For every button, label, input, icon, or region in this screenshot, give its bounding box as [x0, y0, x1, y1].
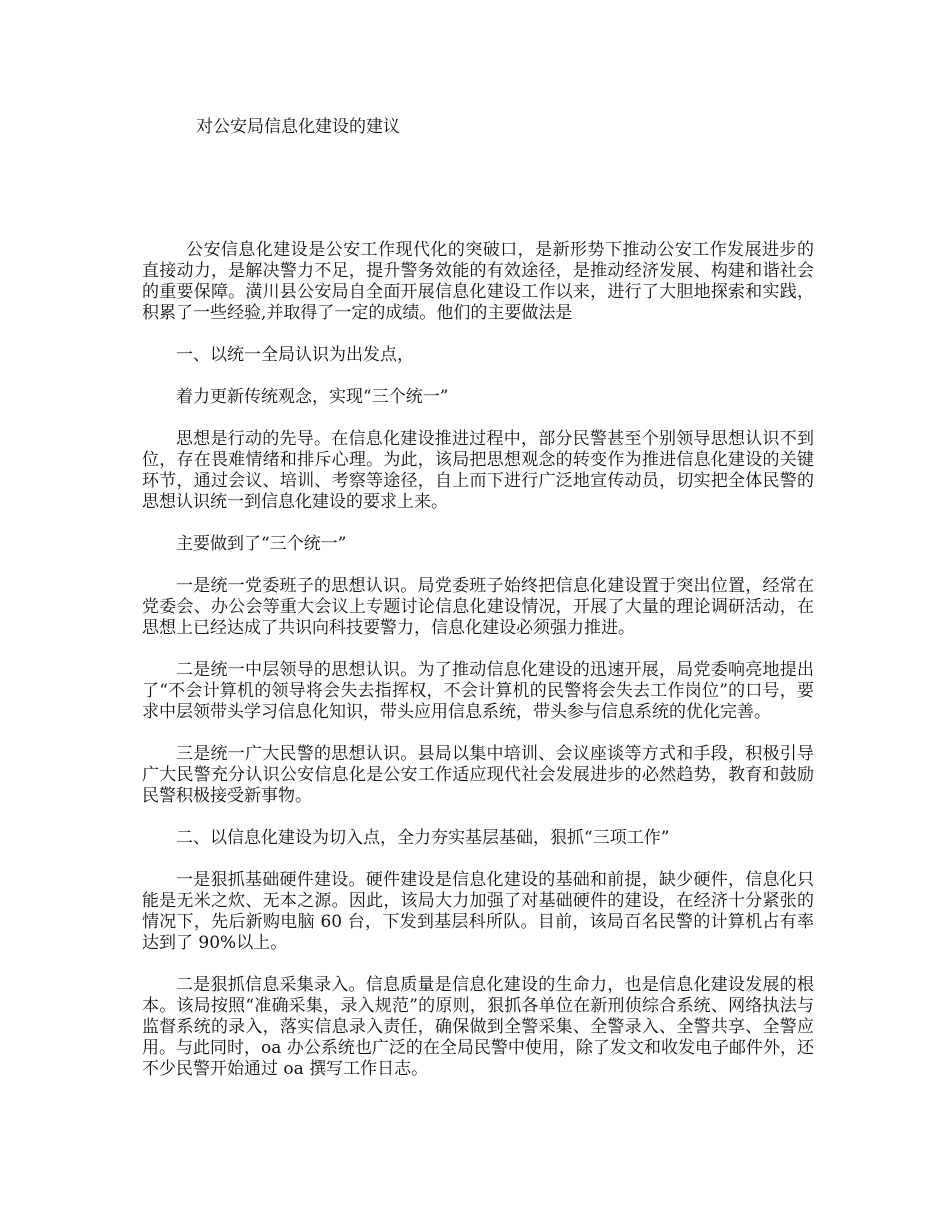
section-subheading-1: 着力更新传统观念，实现“三个统一” — [176, 387, 449, 407]
paragraph-unity-1: 一是统一党委班子的思想认识。局党委班子始终把信息化建设置于突出位置，经常在党委会、办公会等重大会议上专题讨论信息化建设情况，开展了大量的理论调研活动，在思想上已经达成了共识向科技要警力，信息化建设必须强力推进。 — [142, 576, 814, 638]
paragraph-work-2: 二是狠抓信息采集录入。信息质量是信息化建设的生命力，也是信息化建设发展的根本。该局按照“准确采集，录入规范”的原则，狠抓各单位在新刑侦综合系统、网络执法与监督系统的录入，落实信息录入责任，确保做到全警采集、全警录入、全警共享、全警应用。与此同时，oa 办公系统也广泛的在全局民警中使用，除了发文和收发电子邮件外，还不少民警开始通过 oa 撰写工作日志。 — [142, 975, 814, 1079]
paragraph-unity-2: 二是统一中层领导的思想认识。为了推动信息化建设的迅速开展，局党委响亮地提出了“不会计算机的领导将会失去指挥权，不会计算机的民警将会失去工作岗位”的口号，要求中层领带头学习信息化知识，带头应用信息系统，带头参与信息系统的优化完善。 — [142, 660, 814, 722]
paragraph-thinking: 思想是行动的先导。在信息化建设推进过程中，部分民警甚至个别领导思想认识不到位，存在畏难情绪和排斥心理。为此，该局把思想观念的转变作为推进信息化建设的关键环节，通过会议、培训、考察等途径，自上而下进行广泛地宣传动员，切实把全体民警的思想认识统一到信息化建设的要求上来。 — [142, 429, 814, 512]
paragraph-intro: 公安信息化建设是公安工作现代化的突破口，是新形势下推动公安工作发展进步的直接动力，是解决警力不足，提升警务效能的有效途径，是推动经济发展、构建和谐社会的重要保障。潢川县公安局自全面开展信息化建设工作以来，进行了大胆地探索和实践，积累了一些经验,并取得了一定的成绩。他们的主要做法是 — [142, 240, 814, 323]
section-heading-2: 二、以信息化建设为切入点，全力夯实基层基础，狠抓“三项工作” — [176, 828, 670, 848]
section-heading-1: 一、以统一全局认识为出发点， — [176, 345, 414, 365]
document-title: 对公安局信息化建设的建议 — [196, 117, 400, 137]
paragraph-work-1: 一是狠抓基础硬件建设。硬件建设是信息化建设的基础和前提，缺少硬件，信息化只能是无米之炊、无本之源。因此，该局大力加强了对基础硬件的建设，在经济十分紧张的情况下，先后新购电脑 60 台，下发到基层科所队。目前，该局百名民警的计算机占有率达到了 90%以上。 — [142, 870, 814, 953]
paragraph-unity-3: 三是统一广大民警的思想认识。县局以集中培训、会议座谈等方式和手段，积极引导广大民警充分认识公安信息化是公安工作适应现代社会发展进步的必然趋势，教育和鼓励民警积极接受新事物。 — [142, 744, 814, 806]
document-body — [142, 240, 814, 1101]
paragraph-three-unities-heading: 主要做到了“三个统一” — [176, 534, 347, 554]
